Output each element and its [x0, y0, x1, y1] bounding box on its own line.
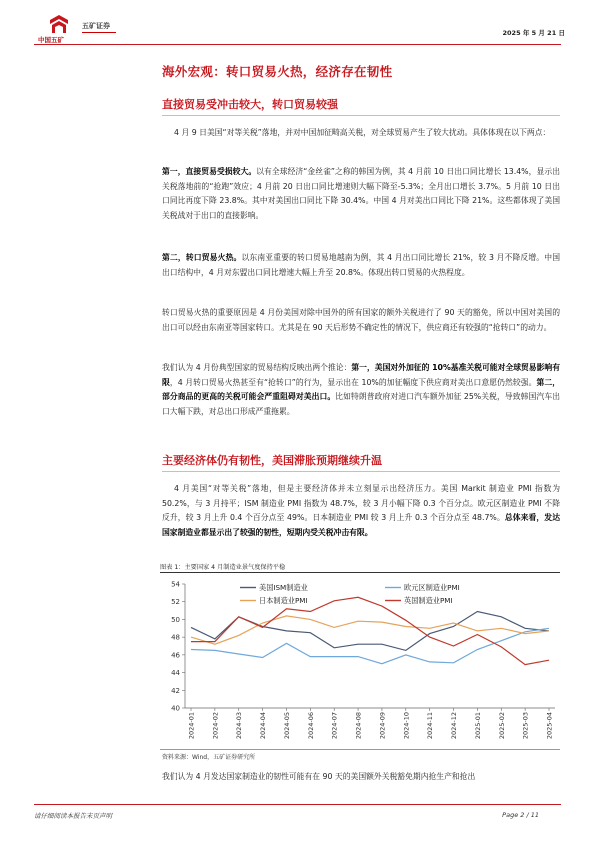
- series-line: [191, 612, 549, 651]
- x-tick-label: 2024-04: [259, 712, 268, 740]
- x-tick-label: 2025-02: [497, 712, 506, 740]
- report-date: 2025 年 5 月 21 日: [502, 29, 565, 37]
- figure-bottom-rule: [160, 749, 560, 750]
- x-tick-label: 2025-01: [473, 712, 482, 740]
- y-tick-label: 44: [171, 669, 180, 678]
- section-underline-1: [162, 115, 560, 116]
- section-heading-2: 主要经济体仍有韧性，美国滞胀预期继续升温: [162, 454, 382, 467]
- figure-source: 资料来源：Wind，五矿证券研究所: [162, 754, 256, 761]
- legend-label: 英国制造业PMI: [404, 596, 453, 605]
- series-line: [191, 628, 549, 663]
- minmetals-logo-icon: [48, 14, 70, 34]
- x-tick-label: 2024-09: [378, 712, 387, 740]
- paragraph-tail: 我们认为 4 月发达国家制造业的韧性可能有在 90 天的美国额外关税豁免期内抢生产和抢出: [162, 772, 476, 781]
- figure-top-rule: [160, 572, 560, 573]
- x-tick-label: 2024-07: [330, 712, 339, 740]
- x-tick-label: 2024-05: [282, 712, 291, 740]
- paragraph-inference: 我们认为 4 月份典型国家的贸易结构反映出两个推论：第一，美国对外加征的 10%基准关税可能对全球贸易影响有限，4 月转口贸易火热甚至有“抢转口”的行为，显示出在 10%的加征幅度下供应商对美出口意愿仍然较强。第二，部分商品的更高的关税可能会严重阻碍对美出口。比如特朗普政府对进口汽车额外加征 25%关税，导致韩国汽车出口大幅下跌，对总出口形成严重拖累。: [162, 363, 561, 416]
- x-tick-label: 2024-02: [211, 712, 220, 740]
- y-tick-label: 40: [171, 704, 180, 713]
- paragraph-reason: 转口贸易火热的重要原因是 4 月份美国对除中国外的所有国家的额外关税进行了 90 天的豁免，所以中国对美国的出口可以经由东南亚等国家转口。尤其是在 90 天后形势不确定性的情况下，供应商还有较强的“抢转口”的动力。: [162, 308, 560, 332]
- header-divider: [34, 44, 561, 45]
- x-tick-label: 2024-10: [402, 712, 411, 740]
- paragraph-intro: 4 月 9 日美国“对等关税”落地，并对中国加征畸高关税，对全球贸易产生了较大扰动。具体体现在以下两点：: [174, 128, 551, 137]
- legend-label: 美国ISM制造业: [259, 583, 308, 592]
- x-tick-label: 2025-04: [545, 712, 554, 740]
- section-underline-2: [162, 471, 560, 472]
- page-number: Page 2 / 11: [502, 811, 539, 819]
- legend-label: 欧元区制造业PMI: [404, 583, 460, 592]
- y-tick-label: 54: [171, 580, 180, 589]
- footer-disclaimer: 请仔细阅读本报告末页声明: [34, 812, 112, 820]
- brand-name: 五矿证券: [82, 22, 110, 30]
- x-tick-label: 2024-01: [187, 712, 196, 740]
- y-tick-label: 42: [171, 686, 180, 695]
- legend-label: 日本制造业PMI: [259, 596, 308, 605]
- x-tick-label: 2024-12: [450, 712, 459, 740]
- pmi-line-chart: [160, 574, 560, 750]
- paragraph-point-1: 第一，直接贸易受损较大。以有全球经济“金丝雀”之称的韩国为例，其 4 月前 10 日出口同比增长 13.4%，显示出关税落地前的“抢跑”效应；4 月前 20 日出口同比增速则大幅下降至-5.3%；全月出口增长 3.7%。5 月前 10 日出口同比再度下降 23.8%。其中对美国出口同比下降 30.4%。中国 4 月对美出口同比下降 21%。这些都体现了美国关税战对于出口的直接影响。: [162, 167, 560, 220]
- figure-caption: 图表 1：主要国家 4 月制造业景气度保持平稳: [160, 564, 286, 571]
- company-logo: [38, 14, 82, 48]
- y-tick-label: 46: [171, 651, 180, 660]
- y-tick-label: 48: [171, 633, 180, 642]
- x-tick-label: 2024-08: [354, 712, 363, 740]
- paragraph-point-2: 第二，转口贸易火热。以东南亚重要的转口贸易地越南为例，其 4 月出口同比增长 21%，较 3 月不降反增。中国出口结构中，4 月对东盟出口同比增速大幅上升至 20.8%。体现出转口贸易的火热程度。: [162, 253, 560, 277]
- brand-underline: [82, 32, 116, 33]
- page-header: [0, 0, 595, 50]
- series-line: [191, 616, 549, 644]
- section-heading-1: 直接贸易受冲击较大，转口贸易较强: [162, 98, 338, 111]
- x-tick-label: 2024-06: [306, 712, 315, 740]
- page-title: 海外宏观：转口贸易火热，经济存在韧性: [162, 64, 393, 79]
- paragraph-pmi: 4 月美国“对等关税”落地，但是主要经济体并未立刻显示出经济压力。美国 Markit 制造业 PMI 指数为 50.2%，与 3 月持平；ISM 制造业 PMI 指数为 48.7%，较 3 月小幅下降 0.3 个百分点。欧元区制造业 PMI 不降反升，较 3 月上升 0.4 个百分点至 49%。日本制造业 PMI 较 3 月上升 0.3 个百分点至 48.7%。总体来看，发达国家制造业都显示出了较强的韧性，短期内受关税冲击有限。: [162, 484, 560, 537]
- y-tick-label: 50: [171, 615, 180, 624]
- footer-divider: [34, 804, 561, 805]
- y-tick-label: 52: [171, 598, 180, 607]
- logo-text: 中国五矿: [38, 36, 64, 44]
- x-tick-label: 2024-03: [235, 712, 244, 740]
- x-tick-label: 2024-11: [426, 712, 435, 740]
- x-tick-label: 2025-03: [521, 712, 530, 740]
